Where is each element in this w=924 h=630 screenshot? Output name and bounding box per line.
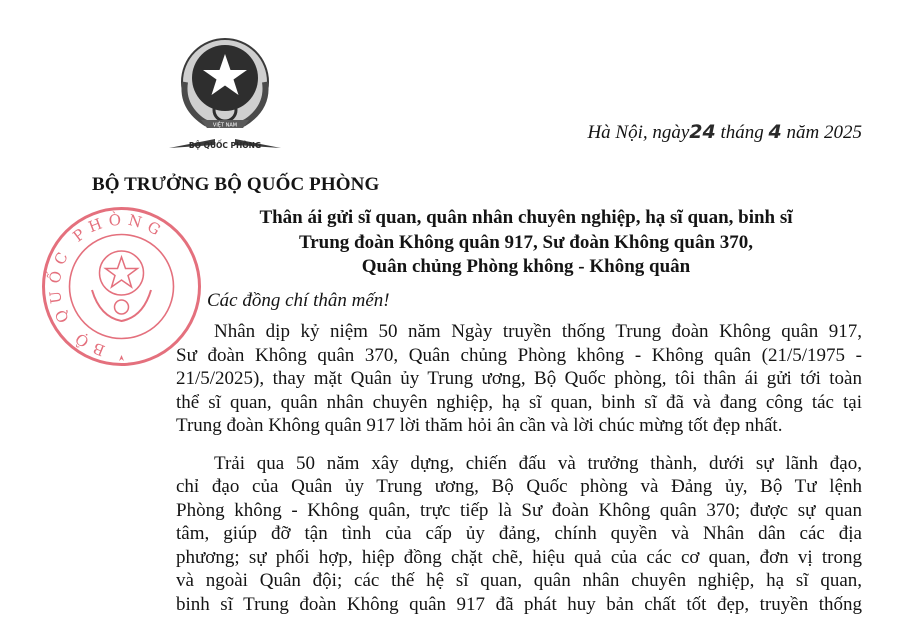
heading-line: Quân chủng Phòng không - Không quân [361,256,691,277]
body-line: Phòng không - Không quân, trực tiếp là Sư đoàn Không quân 370; được sự quan [176,499,862,521]
paragraph [176,320,862,438]
date-prefix: Hà Nội, ngày [587,122,690,143]
letter-body [176,320,862,630]
place-date-line [587,121,862,144]
date-month-label: tháng [720,122,764,143]
paragraph [176,452,862,617]
body-line: Trung đoàn Không quân 917 lời thăm hỏi ân cần và lời chúc mừng tốt đẹp nhất. [176,415,783,436]
body-line: tâm, giúp đỡ tận tình của cấp ủy đảng, chính quyền và Nhân dân các địa [176,523,862,544]
seal-ring-text: BỘ QUỐC PHÒNG [45,210,169,360]
date-month-handwritten: 4 [768,121,782,143]
letter-heading [176,206,876,280]
sender-title: BỘ TRƯỞNG BỘ QUỐC PHÒNG [92,174,380,195]
body-line: và ngoài Quân đội; các thế hệ sĩ quan, quân nhân chuyên nghiệp, hạ sĩ quan, [176,570,862,591]
ministry-emblem [163,36,287,166]
body-line: Sư đoàn Không quân 370, Quân chủng Phòng không - Không quân (21/5/1975 - [176,344,862,366]
emblem-graphic [163,36,287,166]
body-line: phương; sự phối hợp, hiệp đồng chặt chẽ, hiệu quả của các cơ quan, đơn vị trong [176,546,862,568]
body-line: Trải qua 50 năm xây dựng, chiến đấu và trưởng thành, dưới sự lãnh đạo, [214,452,862,474]
body-line: binh sĩ Trung đoàn Không quân 917 đã phát huy bản chất tốt đẹp, truyền thống [176,593,862,615]
heading-line: Trung đoàn Không quân 917, Sư đoàn Không quân 370, [298,231,754,253]
salutation: Các đồng chí thân mến! [207,290,390,311]
body-line: 21/5/2025), thay mặt Quân ủy Trung ương, Bộ Quốc phòng, tôi thân ái gửi tới toàn [176,368,862,389]
date-year: năm 2025 [786,122,862,143]
heading-line: Thân ái gửi sĩ quan, quân nhân chuyên nghiệp, hạ sĩ quan, binh sĩ [259,207,793,228]
body-line: thể sĩ quan, quân nhân chuyên nghiệp, hạ sĩ quan, binh sĩ đã và đang công tác tại [176,391,862,413]
body-line: Nhân dịp kỷ niệm 50 năm Ngày truyền thống Trung đoàn Không quân 917, [214,321,862,342]
emblem-ribbon-text: VIỆT NAM [212,122,238,129]
body-line: chỉ đạo của Quân ủy Trung ương, Bộ Quốc phòng và Đảng ủy, Bộ Tư lệnh [176,476,862,497]
emblem-caption: BỘ QUỐC PHÒNG [188,141,262,150]
date-day-handwritten: 24 [689,121,716,143]
